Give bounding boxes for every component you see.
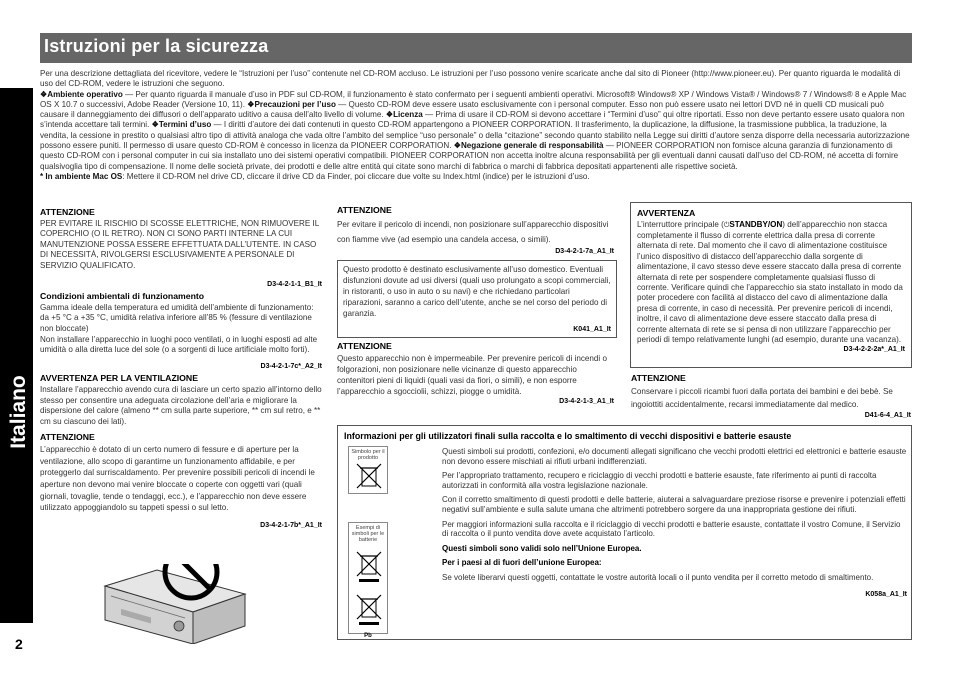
lead-symbol: Pb	[364, 633, 372, 639]
heading-termini: ❖Termini d’uso	[151, 120, 212, 130]
weee-non-eu-heading: Per i paesi al di fuori dell’unione Europea:	[442, 558, 602, 568]
notice-text: Questo prodotto è destinato esclusivamente all’uso domestico. Eventuali disfunzioni dovute ad usi diversi (quali uso prolungato a scopi commerciali, in ristoranti, o uso in auto o su navi) e che richiedano particolari riparazioni, saranno a carico dell’utente, anche se nel corso del periodo di garanzia.	[343, 265, 611, 318]
weee-paragraph: Con il corretto smaltimento di questi prodotti e delle batterie, aiuterai a salvaguardare preziose risorse e prevenire i potenziali effetti negativi sull’ambiente e sulla salute umana che altrimenti potrebbero sorgere da una inappropriata gestione dei rifiuti.	[442, 495, 906, 514]
reference-code: D3-4-2-1-7b*_A1_It	[260, 522, 322, 530]
weee-text	[442, 447, 907, 599]
crossed-bin-icon	[349, 547, 389, 587]
reference-code: D3-4-2-1-7c*_A2_It	[260, 362, 322, 370]
intro-mac-paragraph	[40, 172, 912, 182]
standby-on-label: STANDBY/ON	[729, 219, 783, 229]
warning-text: Questo apparecchio non è impermeabile. Per prevenire pericoli di incendi o folgorazioni, non posizionare nelle vicinanze di questo apparecchio contenitori pieni di liquidi (quali vasi da fiori, o simili), e non esporre l’apparecchio a sgocciolii, schizzi, piogge o umidità.	[337, 353, 607, 397]
intro-paragraph: Per una descrizione dettagliata del ricevitore, vedere le “Istruzioni per l’uso” contenute nel CD-ROM accluso. Le istruzioni per l’uso possono venire scaricate anche dal sito di Pioneer (http://www.pioneer.eu). Per quanto riguarda le modalità di uso del CD-ROM, vedere le istruzioni che seguono.	[40, 69, 901, 89]
warning-heading: ATTENZIONE	[40, 432, 95, 443]
body-text: Installare l’apparecchio avendo cura di lasciare un certo spazio all’intorno dello stesso per consentire una adeguata circolazione dell’aria e migliorare la dispersione del calore (almeno ** cm sulla parte superiore, ** cm sul retro, e ** cm su ciascuno dei lati).	[40, 384, 322, 426]
warning-text: PER EVITARE IL RISCHIO DI SCOSSE ELETTRICHE, NON RIMUOVERE IL COPERCHIO (O IL RETRO). NON CI SONO PARTI INTERNE LA CUI MANUTENZIONE POSSA ESSERE EFFETTUATA DALL’UTENTE. IN CASO DI NECESSITÀ, RIVOLGERSI ESCLUSIVAMENTE A PERSONALE DI SERVIZIO QUALIFICATO.	[40, 218, 319, 270]
power-icon: ⏻	[723, 221, 730, 229]
body-text: da +5 °C a +35 °C, umidità relativa inferiore all’85 % (fessure di ventilazione non bloccate)	[40, 313, 312, 333]
text-precauzioni: — Questo CD-ROM deve essere usato esclusivamente con i personal computer. Esso non può essere usato nei lettori DVD né in quelli CD musicali può causare il danneggiamento dei diffusori o dell’apparato uditivo a causa dell’alto livello di volume.	[40, 99, 884, 120]
reference-code: D3-4-2-1-3_A1_It	[559, 398, 614, 406]
warning-heading: ATTENZIONE	[337, 341, 392, 351]
column-middle	[337, 205, 614, 257]
warning-text-start: L’interruttore principale (	[637, 219, 724, 229]
page-number: 2	[15, 636, 23, 652]
battery-symbols-label: Esempi di simboli per le batterie	[351, 525, 385, 543]
heading-negazione: ❖Negazione generale di responsabilità	[453, 141, 604, 151]
receiver-prohibition-illustration	[97, 564, 247, 644]
weee-paragraph: Per l’appropriato trattamento, recupero e riciclaggio di vecchi prodotti e batterie esauste, fate riferimento ai punti di raccolta autorizzati in conformità alla vostra legislazione nazionale.	[442, 471, 877, 490]
warning-heading: ATTENZIONE	[337, 205, 392, 215]
warning-heading: ATTENZIONE	[631, 373, 686, 383]
column-middle-lower	[337, 341, 614, 408]
product-symbol-frame	[348, 446, 388, 494]
reference-code: K058a_A1_It	[865, 590, 907, 598]
reference-code: D3-4-2-1-7a_A1_It	[555, 247, 614, 255]
text-licenza: — Prima di usare il CD-ROM si devono accettare i “Termini d’uso” qui oltre riportati. Esso non deve pertanto essere usato qualora non s’intenda accettare tali termini.	[40, 110, 905, 130]
warning-text-end: ) dell’apparecchio non stacca completamente il flusso di corrente elettrica dalla presa di corrente alternata di rete. Dal momento che il cavo di alimentazione costituisce l’unico dispositivo di distacco dell’apparecchio dalla sorgente di alimentazione, il cavo stesso deve essere staccato dalla presa di corrente alternata di rete per sospendere completamente qualsiasi flusso di corrente. Verificare quindi che l’apparecchio sia stato installato in modo da poter procedere con facilità al distacco del cavo di alimentazione dalla presa di corrente, in caso di necessità. Per prevenire pericoli di incendi, inoltre, il cavo di alimentazione deve essere staccato dalla presa di corrente alternata di rete se si pensa di non utilizzare l’apparecchio per periodi di tempo relativamente lunghi (ad esempio, durante una vacanza).	[637, 219, 903, 345]
weee-paragraph: Per maggiori informazioni sulla raccolta e il riciclaggio di vecchi prodotti e batterie esauste, contattate il vostro Comune, il Servizio di raccolta o il punto vendita dove avete acquistato l’articolo.	[442, 519, 901, 539]
domestic-use-notice	[337, 260, 617, 338]
section-heading: Condizioni ambientali di funzionamento	[40, 291, 205, 302]
weee-eu-note: Questi simboli sono validi solo nell’Unione Europea.	[442, 543, 642, 553]
text-ambiente: — Per quanto riguarda il manuale d’uso in PDF sul CD-ROM, il funzionamento è stato confermato per i seguenti ambienti operativi. Microsoft® Windows® XP / Windows Vista® / Windows® 7 / Windows® 8 e Apple Mac OS X 10.7 o successivi, Adobe Reader (Versione 10, 11).	[40, 89, 907, 109]
language-label: Italiano	[7, 375, 30, 449]
warning-text	[637, 220, 905, 346]
warning-heading: AVVERTENZA	[637, 208, 696, 218]
weee-paragraph: Se volete liberarvi questi oggetti, contattate le vostre autorità locali o il punto vendita per il corretto metodo di smaltimento.	[442, 572, 874, 582]
reference-code: K041_A1_It	[573, 326, 611, 333]
body-text: L’apparecchio è dotato di un certo numero di fessure e di aperture per la ventilazione, allo scopo di garantirne un funzionamento affidabile, e per proteggerlo dal surriscaldamento. Per prevenire possibili pericoli di incendi le aperture non devono mai venire bloccate o coperte con oggetti vari (quali giornali, tovaglie, tende o tendaggi, ecc.), e l’apparecchio non deve essere utilizzato appoggiandolo su tappeti spessi o sul letto.	[40, 444, 315, 513]
product-symbol-label: Simbolo per il prodotto	[351, 449, 385, 461]
warning-text: Conservare i piccoli ricambi fuori dalla portata dei bambini e dei bebè. Se ingoiottiti accidentalmente, recarsi immediatamente dal medico.	[631, 386, 893, 409]
heading-precauzioni: ❖Precauzioni per l’uso	[247, 99, 336, 109]
reference-code: D41-6-4_A1_It	[864, 411, 911, 419]
heading-mac: * In ambiente Mac OS	[40, 171, 123, 181]
intro-cdrom-paragraph	[40, 90, 912, 172]
section-heading: AVVERTENZA PER LA VENTILAZIONE	[40, 373, 198, 384]
battery-symbols-frame	[348, 522, 388, 639]
text-termini: — I diritti d’autore dei dati contenuti in questo CD-ROM appartengono a PIONEER CORPORATION. Il trasferimento, la duplicazione, la diffusione, la trasmissione pubblica, la traduzione, la vendita, la cessione in prestito o qualsiasi altro tipo di attività analoga che vada oltre l’ambito del semplice “uso personale” o della “citazione” secondo quanto stabilito nella Legge sui diritti d’autore senza disporre della necessaria autorizzazione possono essere puniti. Il permesso di usare questo CD-ROM è concesso in licenza da PIONEER CORPORATION.	[40, 120, 910, 151]
standby-warning-box	[630, 202, 912, 368]
reference-code: D3-4-2-1-1_B1_It	[267, 280, 322, 288]
reference-code: D3-4-2-2-2a*_A1_It	[843, 346, 905, 354]
body-text: Gamma ideale della temperatura ed umidità dell’ambiente di funzionamento:	[40, 302, 314, 312]
heading-ambiente: ❖Ambiente operativo	[40, 89, 123, 99]
page-title: Istruzioni per la sicurezza	[44, 36, 269, 56]
intro-section	[40, 69, 912, 182]
weee-disposal-box	[337, 425, 912, 640]
weee-title: Informazioni per gli utilizzatori finali sulla raccolta e lo smaltimento di vecchi dispositivi e batterie esauste	[344, 431, 792, 441]
heading-licenza: ❖Licenza	[385, 110, 423, 120]
crossed-bin-icon	[349, 592, 389, 632]
crossed-bin-icon	[349, 461, 389, 491]
column-left	[40, 207, 322, 532]
body-text: Non installare l’apparecchio in luoghi poco ventilati, o in luoghi esposti ad alte umidità o alla diretta luce del sole (o a sorgenti di luce artificiale molto forti).	[40, 334, 318, 355]
column-right-lower	[631, 373, 911, 421]
warning-heading: ATTENZIONE	[40, 207, 95, 217]
text-negazione: — PIONEER CORPORATION non fornisce alcuna garanzia di funzionamento di questo CD-ROM con i personal computer in cui sia installato uno dei sistemi operativi compatibili. PIONEER CORPORATION non accetta inoltre alcuna responsabilità per gli eventuali danni causati dall’uso del CD-ROM, né accetta di fornire qualsivoglia tipo di compensazione. Il nome delle società private, dei prodotti e delle altre entità qui citate sono marchi di fabbrica o marchi di fabbrica depositati appartenenti alle rispettive società.	[40, 141, 899, 171]
weee-paragraph: Questi simboli sui prodotti, confezioni, e/o documenti allegati significano che vecchi prodotti elettrici ed elettronici e batterie esauste non devono essere mischiati ai rifiuti urbani indifferenziati.	[442, 447, 907, 466]
text-mac: : Mettere il CD-ROM nel drive CD, cliccare il drive CD da Finder, poi cliccare due volte su Index.html (indice) per le istruzioni d’uso.	[122, 171, 590, 181]
warning-text: Per evitare il pericolo di incendi, non posizionare sull’apparecchio dispositivi con fiamme vive (ad esempio una candela accesa, o simili).	[337, 219, 609, 244]
language-tab	[0, 88, 33, 623]
